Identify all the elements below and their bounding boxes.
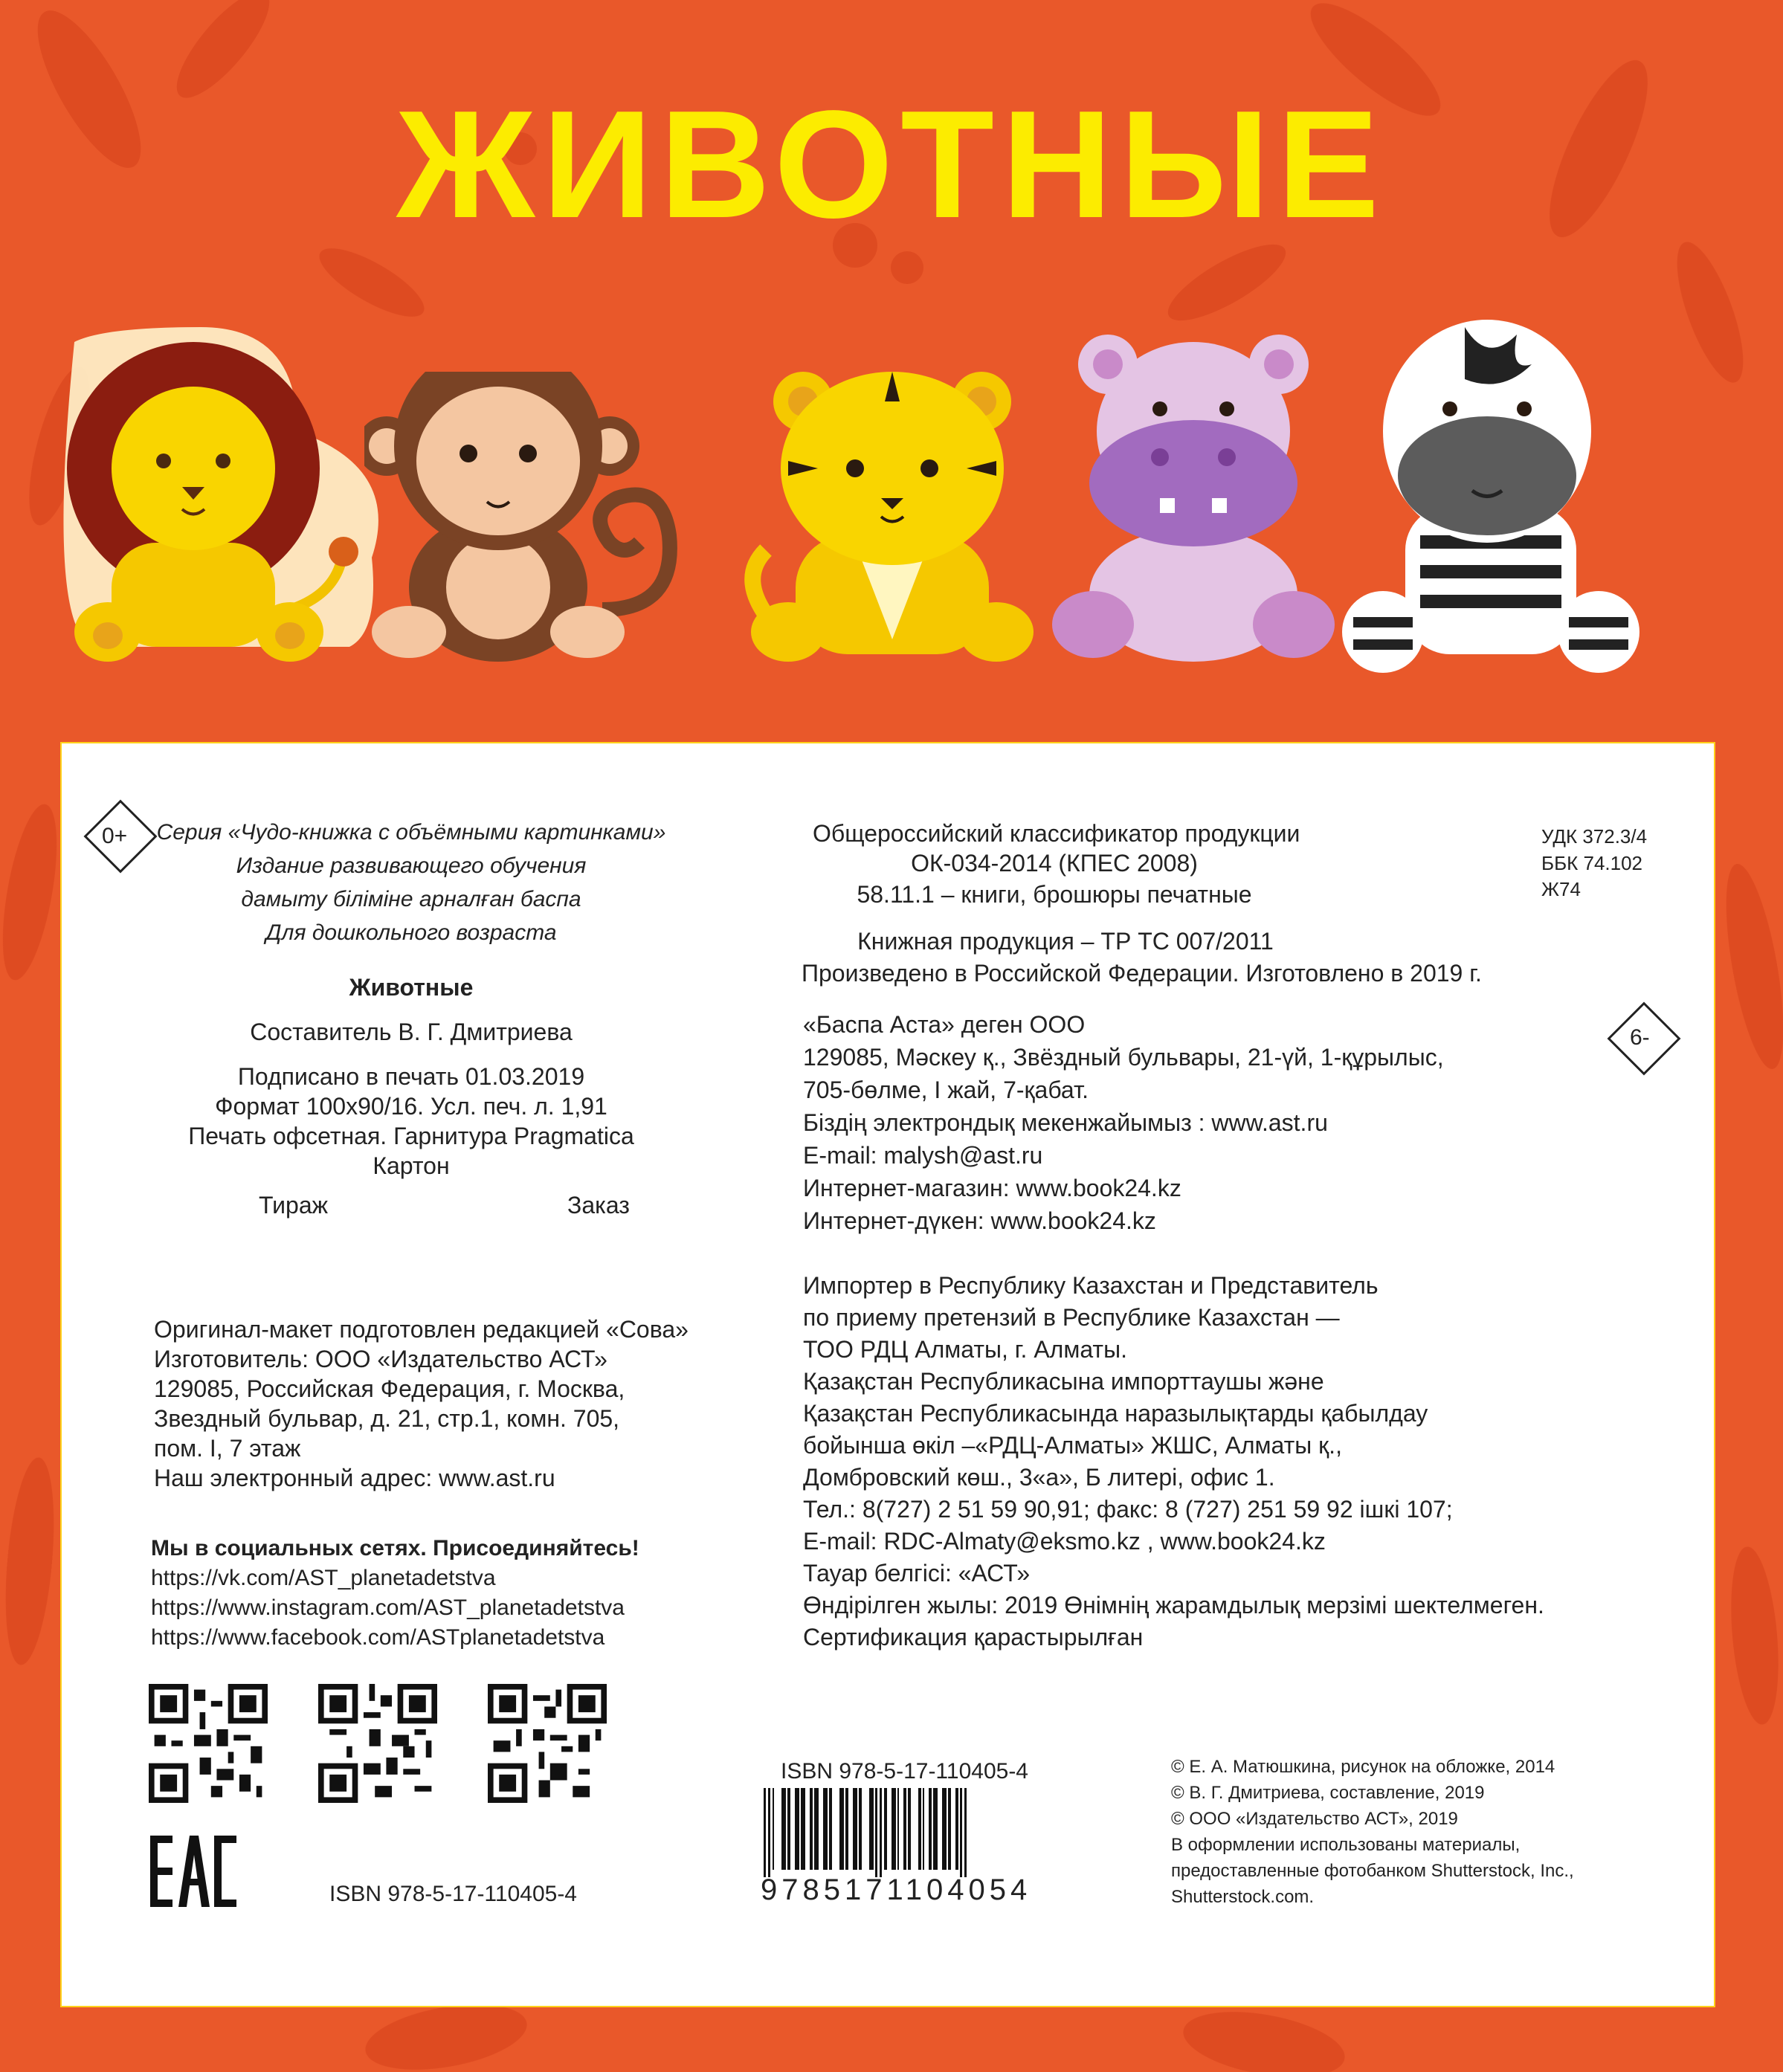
barcode-bar <box>903 1788 906 1870</box>
series-line: Серия «Чудо-книжка с объёмными картинками» <box>156 820 666 845</box>
barcode-bar <box>933 1788 938 1870</box>
publisher-line: Оригинал-макет подготовлен редакцией «Сова» <box>154 1316 689 1343</box>
age-rating-label: 0+ <box>102 824 128 848</box>
copyright-line: предоставленные фотобанком Shutterstock, Inc., <box>1171 1861 1574 1881</box>
kz-publisher-line: 129085, Мәскеу қ., Звёздный бульвары, 21-үй, 1-құрылыс, <box>803 1044 1444 1071</box>
barcode-bar <box>829 1788 832 1870</box>
barcode-bar <box>869 1788 874 1870</box>
importer-line: Тел.: 8(727) 2 51 59 90,91; факс: 8 (727) 251 59 92 ішкі 107; <box>803 1496 1453 1523</box>
barcode-bar <box>801 1788 805 1870</box>
kz-publisher-line: Интернет-магазин: www.book24.kz <box>803 1175 1181 1201</box>
classifier-line: 58.11.1 – книги, брошюры печатные <box>857 881 1252 908</box>
barcode-bar <box>960 1788 962 1877</box>
barcode-bar <box>823 1788 828 1870</box>
cover-title: ЖИВОТНЫЕ <box>396 79 1387 250</box>
udk-line: ББК 74.102 <box>1541 852 1643 874</box>
book-title: Животные <box>349 974 474 1001</box>
udk-line: Ж74 <box>1541 878 1581 900</box>
barcode-bar <box>859 1788 862 1870</box>
zakaz-label: Заказ <box>567 1192 630 1219</box>
tirazh-label: Тираж <box>259 1192 329 1219</box>
barcode-bar <box>787 1788 790 1870</box>
importer-line: по приему претензий в Республике Казахстан — <box>803 1304 1340 1331</box>
hippo-illustration <box>1048 327 1338 662</box>
kz-publisher-line: 705-бөлме, I жай, 7-қабат. <box>803 1077 1089 1103</box>
copyright-line: © ООО «Издательство АСТ», 2019 <box>1171 1809 1458 1829</box>
udk-line: УДК 372.3/4 <box>1541 825 1648 848</box>
publisher-line: 129085, Российская Федерация, г. Москва, <box>154 1375 625 1402</box>
barcode-bar <box>964 1788 967 1877</box>
barcode-bar <box>764 1788 766 1877</box>
series-line: Издание развивающего обучения <box>236 853 587 878</box>
publisher-line: Наш электронный адрес: www.ast.ru <box>154 1465 555 1491</box>
tiger-illustration <box>744 357 1041 662</box>
tr-ts-line: Произведено в Российской Федерации. Изготовлено в 2019 г. <box>802 960 1482 987</box>
publisher-line: пом. I, 7 этаж <box>154 1435 301 1462</box>
publisher-line: Изготовитель: ООО «Издательство АСТ» <box>154 1346 607 1372</box>
monkey-illustration <box>364 372 684 662</box>
kz-publisher-line: «Баспа Аста» деген ООО <box>803 1011 1086 1038</box>
kz-publisher-line: Біздің электрондық мекенжайымыз : www.ast.ru <box>803 1109 1328 1136</box>
barcode-bar <box>845 1788 848 1870</box>
print-info-line: Формат 100x90/16. Усл. печ. л. 1,91 <box>215 1093 607 1120</box>
print-info-line: Печать офсетная. Гарнитура Pragmatica <box>188 1123 634 1149</box>
importer-line: Импортер в Республику Казахстан и Представитель <box>803 1272 1379 1299</box>
barcode-bar <box>897 1788 899 1870</box>
importer-line: Домбровский көш., 3«а», Б литері, офис 1. <box>803 1464 1275 1491</box>
importer-line: E-mail: RDC-Almaty@eksmo.kz , www.book24.kz <box>803 1528 1326 1555</box>
age-badge-2-label: 6- <box>1630 1025 1650 1050</box>
barcode-bar <box>955 1788 958 1870</box>
barcode-bar <box>853 1788 857 1870</box>
importer-line: Өндірілген жылы: 2019 Өнімнің жарамдылық мерзімі шектелмеген. <box>803 1592 1544 1618</box>
barcode-bar <box>892 1788 896 1870</box>
importer-line: Сертификация қарастырылған <box>803 1624 1144 1650</box>
print-info-line: Картон <box>373 1152 450 1179</box>
barcode-bar <box>929 1788 932 1870</box>
classifier-line: Общероссийский классификатор продукции <box>813 820 1300 847</box>
barcode-isbn: ISBN 978-5-17-110405-4 <box>781 1759 1028 1784</box>
copyright-line: © В. Г. Дмитриева, составление, 2019 <box>1171 1783 1485 1803</box>
kz-publisher-line: E-mail: malysh@ast.ru <box>803 1142 1043 1169</box>
social-heading: Мы в социальных сетях. Присоединяйтесь! <box>151 1536 639 1561</box>
social-link-vk[interactable]: https://vk.com/AST_planetadetstva <box>151 1566 496 1590</box>
barcode-bar <box>781 1788 786 1870</box>
print-info-line: Подписано в печать 01.03.2019 <box>237 1063 585 1090</box>
social-link-facebook[interactable]: https://www.facebook.com/ASTplanetadetstva <box>151 1625 605 1650</box>
barcode-bar <box>908 1788 911 1870</box>
imprint-panel <box>62 743 1714 2006</box>
importer-line: Қазақстан Республикасында наразылықтарды қабылдау <box>803 1400 1428 1427</box>
barcode-bar <box>810 1788 813 1870</box>
importer-line: ТОО РДЦ Алматы, г. Алматы. <box>803 1336 1127 1363</box>
classifier-line: ОК-034-2014 (КПЕС 2008) <box>911 850 1198 877</box>
barcode-bar <box>884 1788 887 1870</box>
qr-code-instagram <box>318 1684 437 1803</box>
zebra-illustration <box>1338 320 1651 684</box>
importer-line: Қазақстан Республикасына импорттаушы және <box>803 1368 1324 1395</box>
publisher-line: Звездный бульвар, д. 21, стр.1, комн. 705, <box>154 1405 620 1432</box>
importer-line: бойынша өкіл –«РДЦ-Алматы» ЖШС, Алматы қ., <box>803 1432 1342 1459</box>
series-line: Для дошкольного возраста <box>265 920 557 945</box>
copyright-line: Shutterstock.com. <box>1171 1887 1315 1907</box>
copyright-line: © Е. А. Матюшкина, рисунок на обложке, 2014 <box>1171 1757 1555 1777</box>
barcode-bar <box>918 1788 921 1870</box>
kz-publisher-line: Интернет-дүкен: www.book24.kz <box>803 1207 1156 1234</box>
copyright-line: В оформлении использованы материалы, <box>1171 1835 1521 1855</box>
compiler: Составитель В. Г. Дмитриева <box>250 1019 573 1045</box>
barcode-bar <box>795 1788 799 1870</box>
barcode-bar <box>814 1788 819 1870</box>
lion-illustration <box>52 320 379 662</box>
barcode-bar <box>880 1788 882 1877</box>
barcode-bar <box>773 1788 774 1870</box>
isbn-bottom: ISBN 978-5-17-110405-4 <box>329 1882 577 1906</box>
barcode-bar <box>948 1788 951 1870</box>
social-link-instagram[interactable]: https://www.instagram.com/AST_planetadetstva <box>151 1595 625 1620</box>
series-line: дамыту біліміне арналған баспа <box>241 887 581 911</box>
eac-mark-icon <box>149 1833 238 1911</box>
barcode-bar <box>923 1788 924 1870</box>
tr-ts-line: Книжная продукция – ТР ТС 007/2011 <box>857 928 1274 955</box>
barcode-number: 9785171104054 <box>761 1873 1032 1906</box>
barcode-bar <box>768 1788 770 1877</box>
qr-code-facebook <box>488 1684 607 1803</box>
qr-code-vk <box>149 1684 268 1803</box>
barcode-bar <box>875 1788 877 1877</box>
barcode-bar <box>942 1788 947 1870</box>
importer-line: Тауар белгісі: «АСТ» <box>803 1560 1031 1587</box>
barcode-bar <box>839 1788 844 1870</box>
